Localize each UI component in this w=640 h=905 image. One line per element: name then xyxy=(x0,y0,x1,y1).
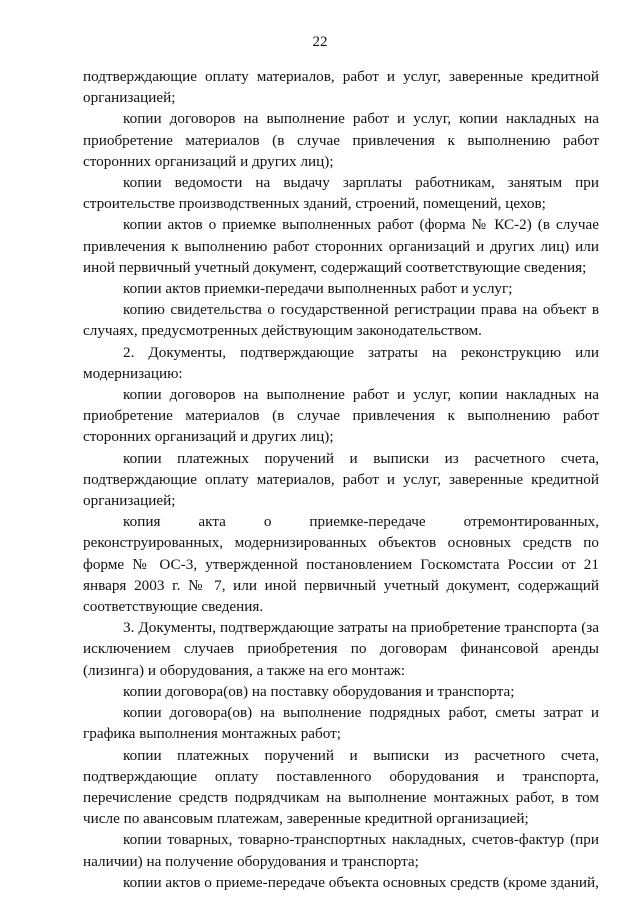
section-heading: 3. Документы, подтверждающие затраты на приобретение транспорта (за исключением случаев приобретения по договорам финансовой аренды (лизинга) и оборудования, а также на его монтаж: xyxy=(83,619,599,679)
paragraph: копии договоров на выполнение работ и услуг, копии накладных на приобретение материалов (в случае привлечения к выполнению работ сторонних организаций и других лиц); xyxy=(83,386,599,446)
paragraph: копии актов о приемке выполненных работ (форма № КС-2) (в случае привлечения к выполнению работ сторонних организаций и других лиц) или иной первичный учетный документ, содержащий соответствующие сведения; xyxy=(83,216,599,276)
paragraph: копии платежных поручений и выписки из расчетного счета, подтверждающие оплату материалов, работ и услуг, заверенные кредитной организацией; xyxy=(83,449,599,510)
section-heading: 2. Документы, подтверждающие затраты на реконструкцию или модернизацию: xyxy=(83,343,599,382)
paragraph: копия акта о приемке-передаче отремонтированных, реконструированных, модернизированных объектов основных средств по форме № ОС-3, утвержденной постановлением Госкомстата России от 21 января 2003 г. № 7, или иной первичный учетный документ, содержащий соответствующие сведения. xyxy=(83,513,599,616)
paragraph: подтверждающие оплату материалов, работ и услуг, заверенные кредитной организацией; xyxy=(83,68,599,107)
page-number: 22 xyxy=(312,34,328,50)
paragraph: копии ведомости на выдачу зарплаты работникам, занятым при строительстве производственных зданий, строений, помещений, цехов; xyxy=(83,174,599,213)
paragraph: копии товарных, товарно-транспортных накладных, счетов-фактур (при наличии) на получение оборудования и транспорта; xyxy=(83,831,599,870)
paragraph: копии платежных поручений и выписки из расчетного счета, подтверждающие оплату поставленного оборудования и транспорта, перечисление средств подрядчикам на выполнение монтажных работ, в том числе по авансовым платежам, заверенные кредитной организацией; xyxy=(83,746,599,828)
paragraph: копии актов приемки-передачи выполненных работ и услуг; xyxy=(123,280,513,298)
paragraph: копии актов о приеме-передаче объекта основных средств (кроме зданий, xyxy=(123,873,599,891)
paragraph: копии договора(ов) на выполнение подрядных работ, сметы затрат и графика выполнения монтажных работ; xyxy=(83,704,599,743)
document-body xyxy=(83,66,599,893)
paragraph: копии договора(ов) на поставку оборудования и транспорта; xyxy=(123,682,515,700)
paragraph: копии договоров на выполнение работ и услуг, копии накладных на приобретение материалов (в случае привлечения к выполнению работ сторонних организаций и других лиц); xyxy=(83,110,599,170)
paragraph: копию свидетельства о государственной регистрации права на объект в случаях, предусмотренных действующим законодательством. xyxy=(83,301,599,340)
